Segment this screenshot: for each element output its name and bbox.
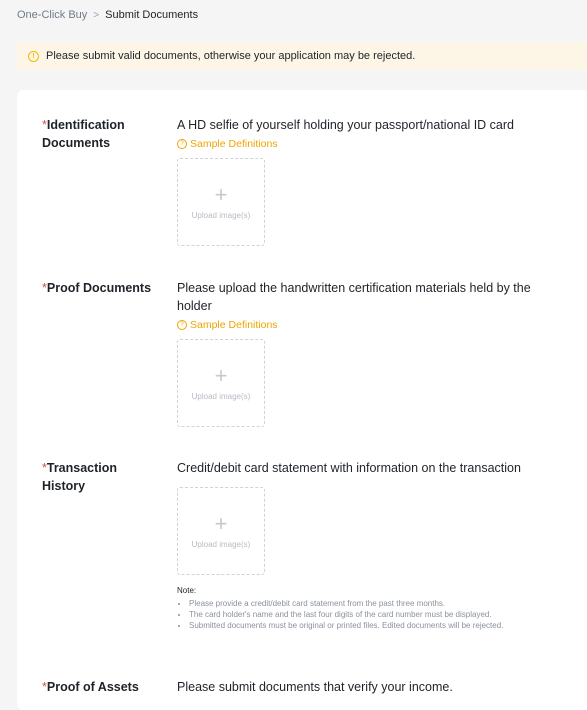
question-circle-icon: ?: [177, 139, 187, 149]
note-list: [177, 598, 547, 631]
note-title: Note:: [177, 586, 197, 595]
note-item: • Please provide a credit/debit card statement from the past three months.: [189, 598, 547, 609]
sample-definitions-link[interactable]: ? Sample Definitions: [177, 319, 547, 331]
breadcrumb-parent-link[interactable]: One-Click Buy: [17, 9, 88, 21]
required-mark: *: [42, 680, 47, 694]
upload-label: Upload image(s): [191, 210, 251, 220]
warning-banner-text: Please submit valid documents, otherwise your application may be rejected.: [46, 50, 416, 62]
required-mark: *: [42, 461, 47, 475]
proof-of-assets-description: Please submit documents that verify your income.: [177, 680, 453, 694]
upload-label: Upload image(s): [191, 539, 251, 549]
question-circle-icon: ?: [177, 320, 187, 330]
plus-icon: +: [214, 362, 228, 388]
proof-of-assets-label: *Proof of Assets: [42, 680, 139, 694]
proof-documents-label: *Proof Documents: [42, 281, 152, 295]
identification-documents-label: *Identification Documents: [42, 118, 125, 150]
identification-documents-description: A HD selfie of yourself holding your passport/national ID card: [177, 118, 514, 132]
proof-upload-box[interactable]: [177, 339, 265, 427]
transaction-note: [177, 585, 547, 631]
transaction-history-label: *Transaction History: [42, 461, 118, 493]
upload-label: Upload image(s): [191, 391, 251, 401]
plus-icon: +: [214, 181, 228, 207]
transaction-upload-box[interactable]: [177, 487, 265, 575]
note-item: • The card holder's name and the last four digits of the card number must be displayed.: [189, 609, 547, 620]
required-mark: *: [42, 118, 47, 132]
plus-icon: +: [214, 510, 228, 536]
required-mark: *: [42, 281, 47, 295]
breadcrumb-current: Submit Documents: [105, 9, 199, 21]
identification-upload-box[interactable]: [177, 158, 265, 246]
breadcrumb-separator: >: [93, 9, 100, 21]
transaction-history-description: Credit/debit card statement with information on the transaction: [177, 461, 521, 475]
warning-circle-icon: !: [28, 51, 39, 62]
proof-documents-description: Please upload the handwritten certification materials held by the holder: [177, 281, 531, 313]
breadcrumb: [17, 9, 198, 21]
sample-definitions-link[interactable]: ? Sample Definitions: [177, 138, 547, 150]
documents-form-card: [17, 90, 587, 710]
warning-banner: [17, 42, 587, 70]
note-item: • Submitted documents must be original or printed files. Edited documents will be rejected.: [189, 620, 547, 631]
